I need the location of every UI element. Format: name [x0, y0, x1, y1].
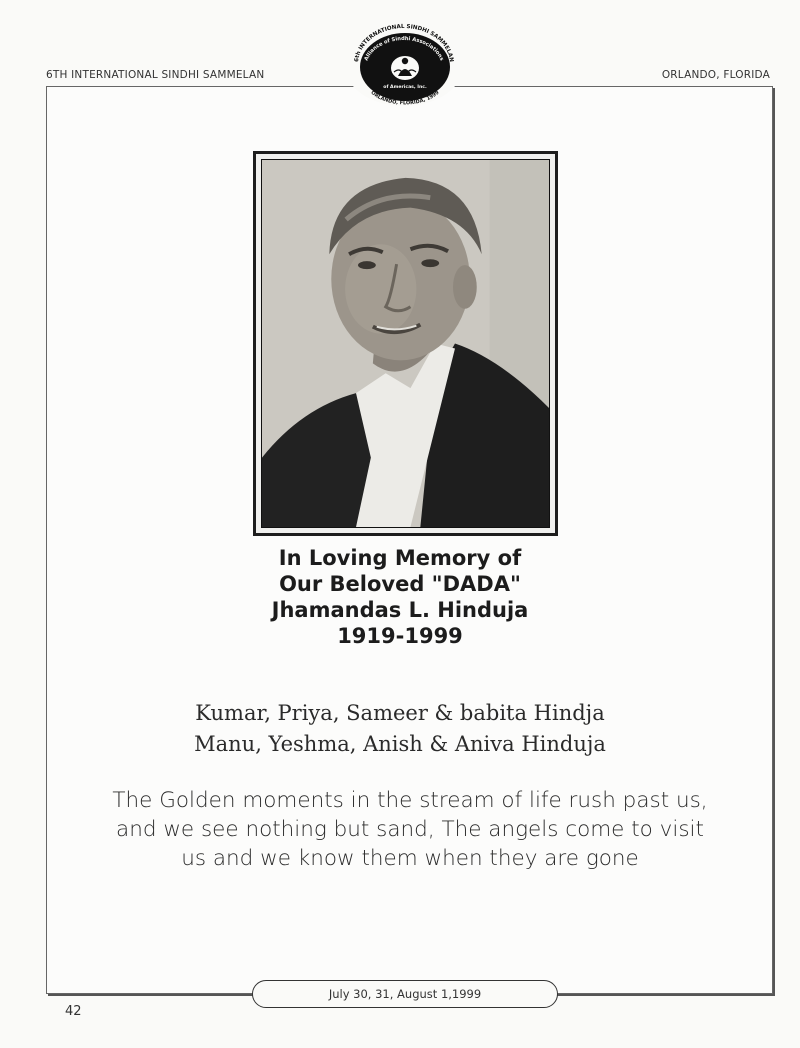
family-line-2: Manu, Yeshma, Anish & Aniva Hinduja	[194, 732, 606, 756]
memorial-line-3: Jhamandas L. Hinduja	[271, 598, 529, 622]
family-line-1: Kumar, Priya, Sameer & babita Hindja	[195, 701, 605, 725]
family-names	[0, 698, 800, 760]
quote-line-3: us and we know them when they are gone	[181, 846, 639, 871]
memorial-title	[0, 545, 800, 649]
quote-line-1: The Golden moments in the stream of life rush past us,	[112, 788, 708, 813]
memorial-line-1: In Loving Memory of	[278, 546, 522, 570]
page-number: 42	[65, 1004, 82, 1019]
logo-inner-bottom-text: of Americas, Inc.	[383, 85, 427, 90]
logo-bottom-arc-text: ORLANDO, FLORIDA, 1999	[369, 89, 441, 107]
memorial-line-2: Our Beloved "DADA"	[279, 572, 521, 596]
portrait-illustration	[262, 160, 549, 527]
quote-line-2: and we see nothing but sand, The angels come to visit	[116, 817, 704, 842]
header-left-title: 6TH INTERNATIONAL SINDHI SAMMELAN	[46, 69, 265, 81]
logo-figure-icon	[391, 56, 419, 80]
logo-top-arc-text: 6th INTERNATIONAL SINDHI SAMMELAN	[354, 23, 454, 63]
header-right-location: ORLANDO, FLORIDA	[661, 69, 770, 81]
footer-date: July 30, 31, August 1,1999	[252, 980, 558, 1008]
memorial-line-4: 1919-1999	[337, 624, 463, 648]
logo-inner-arc-text: Alliance of Sindhi Associations	[363, 35, 445, 62]
portrait-photo	[261, 159, 550, 528]
memorial-quote	[60, 786, 760, 873]
sammelan-logo	[344, 22, 464, 112]
portrait-frame	[253, 151, 558, 536]
